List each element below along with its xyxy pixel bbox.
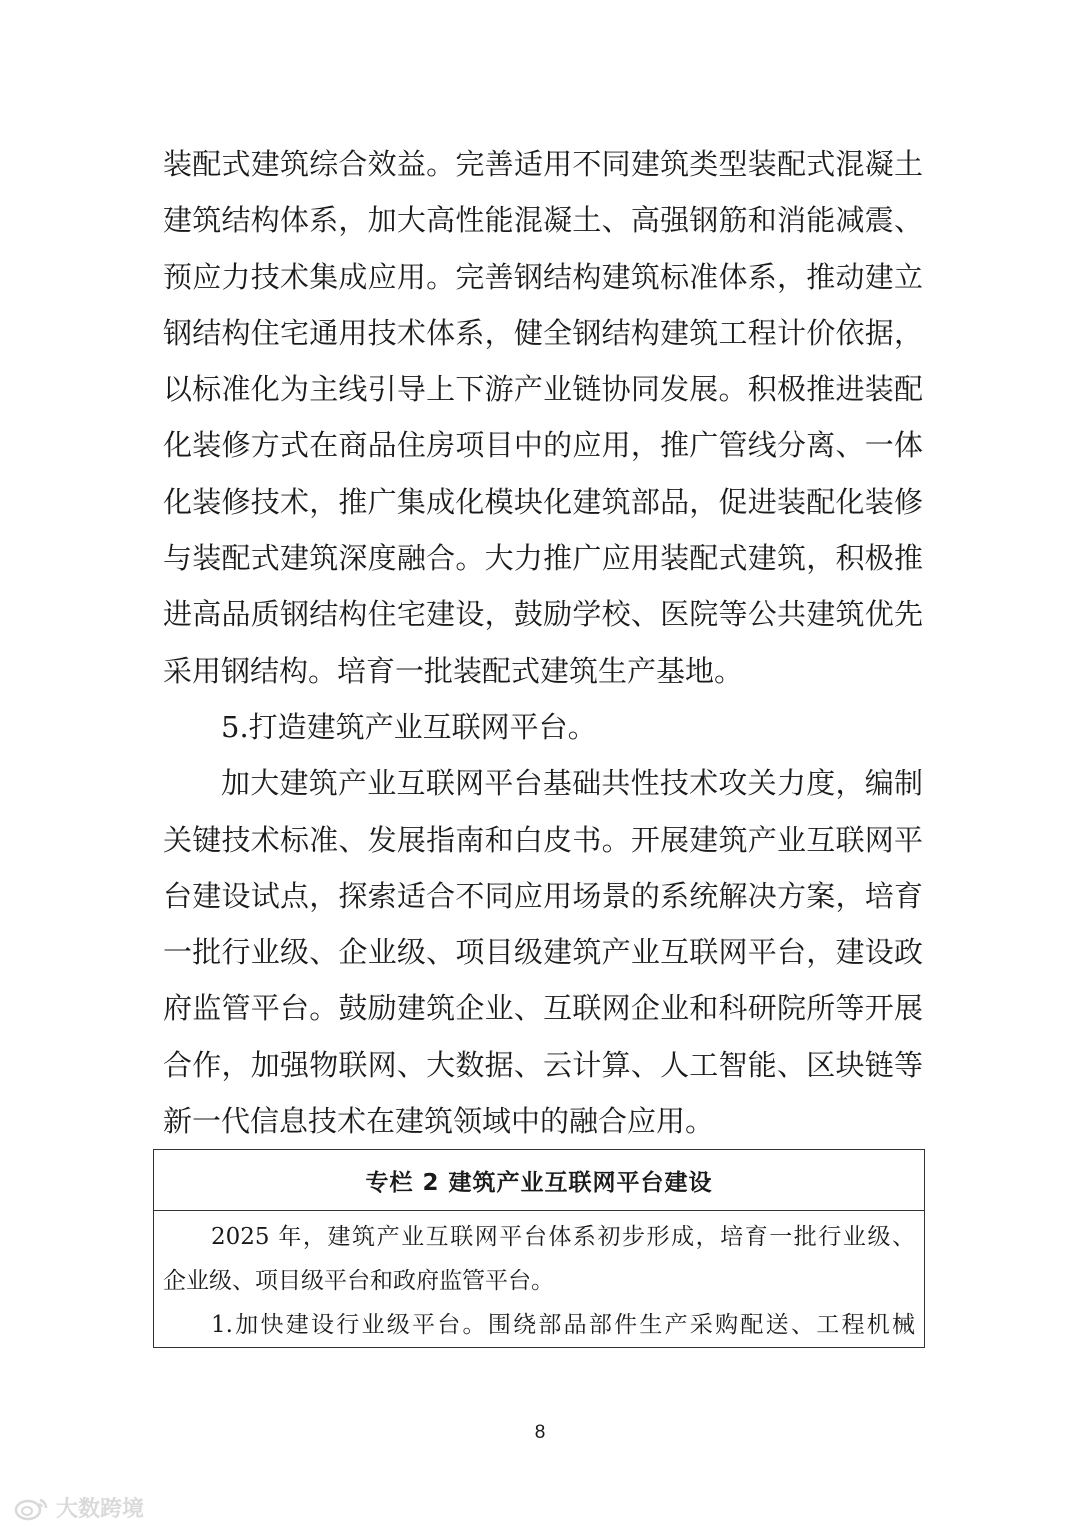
text-line: 化装修方式在商品住房项目中的应用，推广管线分离、一体 — [163, 428, 923, 463]
box-body — [154, 1211, 924, 1347]
text-line: 府监管平台。鼓励建筑企业、互联网企业和科研院所等开展 — [163, 991, 923, 1026]
text-line: 采用钢结构。培育一批装配式建筑生产基地。 — [163, 653, 744, 688]
watermark — [14, 1492, 144, 1523]
page-number: 8 — [534, 1422, 546, 1443]
text-line: 台建设试点，探索适合不同应用场景的系统解决方案，培育 — [163, 878, 923, 913]
text-line: 新一代信息技术在建筑领域中的融合应用。 — [163, 1104, 715, 1139]
box-text-line: 1.加快建设行业级平台。围绕部品部件生产采购配送、工程机械 — [211, 1312, 915, 1338]
sidebar-box — [153, 1149, 925, 1348]
text-line: 预应力技术集成应用。完善钢结构建筑标准体系，推动建立 — [163, 259, 923, 294]
box-title: 专栏 2 建筑产业互联网平台建设 — [154, 1150, 924, 1211]
text-line: 关键技术标准、发展指南和白皮书。开展建筑产业互联网平 — [163, 822, 923, 857]
text-line: 进高品质钢结构住宅建设，鼓励学校、医院等公共建筑优先 — [163, 597, 923, 632]
watermark-text: 大数跨境 — [56, 1497, 145, 1522]
body-text — [163, 136, 923, 1149]
text-line: 一批行业级、企业级、项目级建筑产业互联网平台，建设政 — [163, 935, 923, 970]
box-text-line: 企业级、项目级平台和政府监管平台。 — [163, 1268, 554, 1294]
text-line: 建筑结构体系，加大高性能混凝土、高强钢筋和消能减震、 — [163, 203, 923, 238]
text-line: 与装配式建筑深度融合。大力推广应用装配式建筑，积极推 — [163, 541, 923, 576]
text-line: 化装修技术，推广集成化模块化建筑部品，促进装配化装修 — [163, 484, 923, 519]
box-text-line: 2025 年，建筑产业互联网平台体系初步形成，培育一批行业级、 — [211, 1224, 915, 1250]
text-line: 合作，加强物联网、大数据、云计算、人工智能、区块链等 — [163, 1047, 923, 1082]
text-line: 装配式建筑综合效益。完善适用不同建筑类型装配式混凝土 — [163, 147, 923, 181]
weibo-logo-icon — [14, 1495, 50, 1521]
text-line: 以标准化为主线引导上下游产业链协同发展。积极推进装配 — [163, 372, 923, 407]
text-line: 钢结构住宅通用技术体系，健全钢结构建筑工程计价依据， — [163, 315, 923, 350]
text-line: 加大建筑产业互联网平台基础共性技术攻关力度，编制 — [221, 766, 923, 801]
section-heading: 5.打造建筑产业互联网平台。 — [221, 709, 597, 744]
